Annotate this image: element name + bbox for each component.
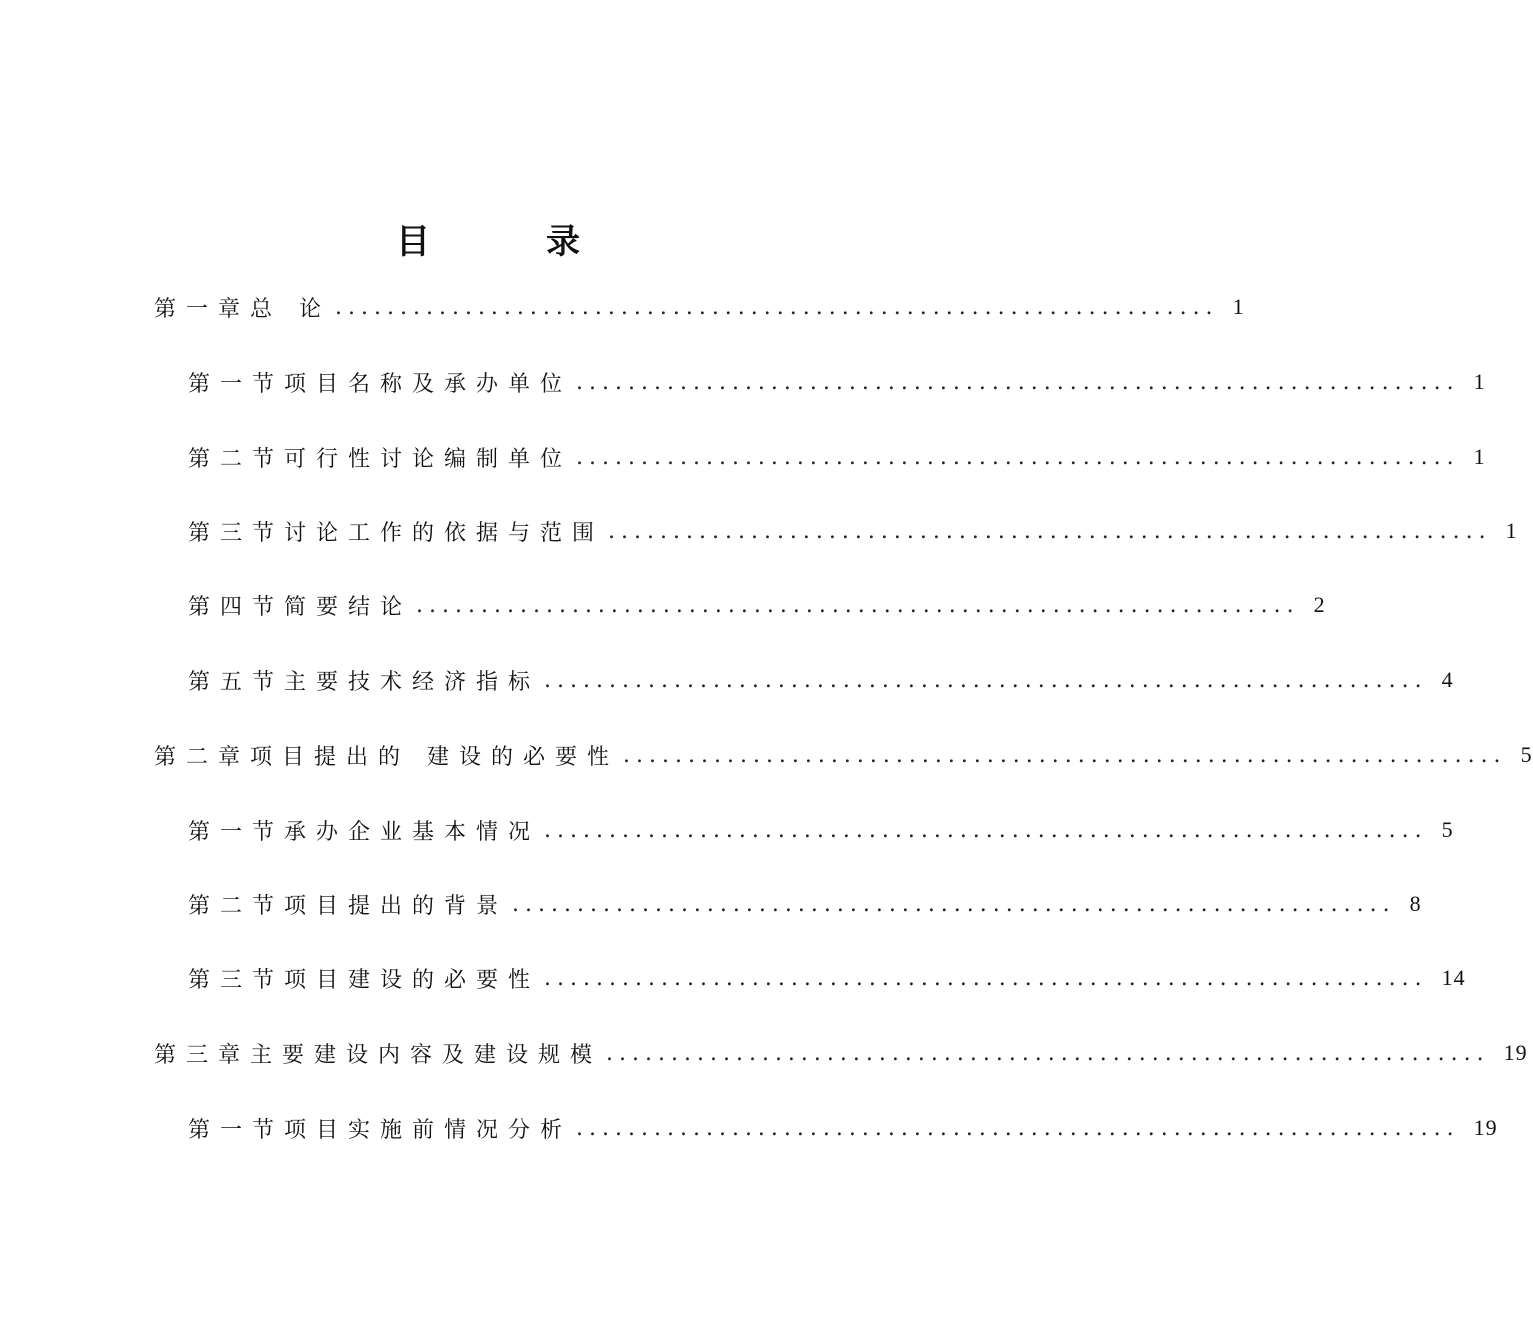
entry-heading: 项目提出的背景 bbox=[284, 893, 509, 919]
entry-heading: 主要建设内容及建设规模 bbox=[250, 1042, 603, 1068]
entry-heading: 可行性讨论编制单位 bbox=[284, 446, 573, 472]
dot-leader: .................................................................... bbox=[416, 592, 1300, 618]
dot-leader: .................................................................... bbox=[576, 444, 1460, 470]
dot-leader: .................................................................... bbox=[576, 369, 1460, 395]
entry-page-number: 5 bbox=[1520, 742, 1533, 767]
entry-page-number: 4 bbox=[1441, 667, 1454, 692]
entry-page-number: 19 bbox=[1473, 1115, 1498, 1140]
dot-leader: .................................................................... bbox=[335, 294, 1219, 320]
entry-heading: 承办企业基本情况 bbox=[284, 819, 541, 845]
toc-entry-section-1-3[interactable] bbox=[188, 511, 1518, 551]
toc-entry-section-1-1[interactable] bbox=[188, 362, 1486, 402]
entry-label: 第一章 bbox=[154, 296, 251, 322]
entry-page-number: 1 bbox=[1473, 369, 1486, 394]
dot-leader: .................................................................... bbox=[623, 742, 1507, 768]
dot-leader: .................................................................... bbox=[576, 1115, 1460, 1141]
entry-label: 第一节 bbox=[188, 1117, 285, 1143]
toc-title-char-2: 录 bbox=[546, 222, 580, 262]
dot-leader: .................................................................... bbox=[608, 518, 1492, 544]
entry-label: 第三节 bbox=[188, 967, 285, 993]
entry-page-number: 1 bbox=[1473, 444, 1486, 469]
entry-label: 第一节 bbox=[188, 819, 285, 845]
entry-page-number: 19 bbox=[1503, 1040, 1528, 1065]
toc-entry-chapter-2[interactable] bbox=[154, 735, 1533, 775]
entry-heading: 讨论工作的依据与范围 bbox=[284, 520, 605, 546]
entry-label: 第四节 bbox=[188, 594, 285, 620]
dot-leader: .................................................................... bbox=[606, 1040, 1490, 1066]
entry-page-number: 1 bbox=[1232, 294, 1245, 319]
toc-entry-section-3-1[interactable] bbox=[188, 1108, 1498, 1148]
entry-heading: 项目提出的 建设的必要性 bbox=[250, 744, 620, 770]
dot-leader: .................................................................... bbox=[544, 965, 1428, 991]
entry-label: 第二节 bbox=[188, 446, 285, 472]
entry-label: 第五节 bbox=[188, 669, 285, 695]
toc-entry-section-2-3[interactable] bbox=[188, 958, 1466, 998]
entry-page-number: 8 bbox=[1409, 891, 1422, 916]
dot-leader: .................................................................... bbox=[544, 817, 1428, 843]
toc-entry-chapter-3[interactable] bbox=[154, 1033, 1528, 1073]
entry-label: 第二章 bbox=[154, 744, 251, 770]
entry-heading: 项目建设的必要性 bbox=[284, 967, 541, 993]
entry-label: 第三章 bbox=[154, 1042, 251, 1068]
toc-entry-section-2-2[interactable] bbox=[188, 884, 1422, 924]
entry-heading: 项目名称及承办单位 bbox=[284, 371, 573, 397]
entry-label: 第二节 bbox=[188, 893, 285, 919]
entry-label: 第一节 bbox=[188, 371, 285, 397]
entry-page-number: 1 bbox=[1505, 518, 1518, 543]
entry-heading: 主要技术经济指标 bbox=[284, 669, 541, 695]
entry-page-number: 2 bbox=[1313, 592, 1326, 617]
dot-leader: .................................................................... bbox=[512, 891, 1396, 917]
toc-title bbox=[0, 214, 950, 270]
toc-entry-section-1-5[interactable] bbox=[188, 660, 1454, 700]
entry-heading: 总 论 bbox=[250, 296, 332, 322]
dot-leader: .................................................................... bbox=[544, 667, 1428, 693]
entry-page-number: 14 bbox=[1441, 965, 1466, 990]
toc-entry-section-1-4[interactable] bbox=[188, 585, 1326, 625]
entry-heading: 简要结论 bbox=[284, 594, 413, 620]
entry-page-number: 5 bbox=[1441, 817, 1454, 842]
toc-entry-chapter-1[interactable] bbox=[154, 287, 1245, 327]
toc-entry-section-2-1[interactable] bbox=[188, 810, 1454, 850]
entry-label: 第三节 bbox=[188, 520, 285, 546]
toc-title-char-1: 目 bbox=[396, 222, 430, 262]
toc-entry-section-1-2[interactable] bbox=[188, 437, 1486, 477]
entry-heading: 项目实施前情况分析 bbox=[284, 1117, 573, 1143]
